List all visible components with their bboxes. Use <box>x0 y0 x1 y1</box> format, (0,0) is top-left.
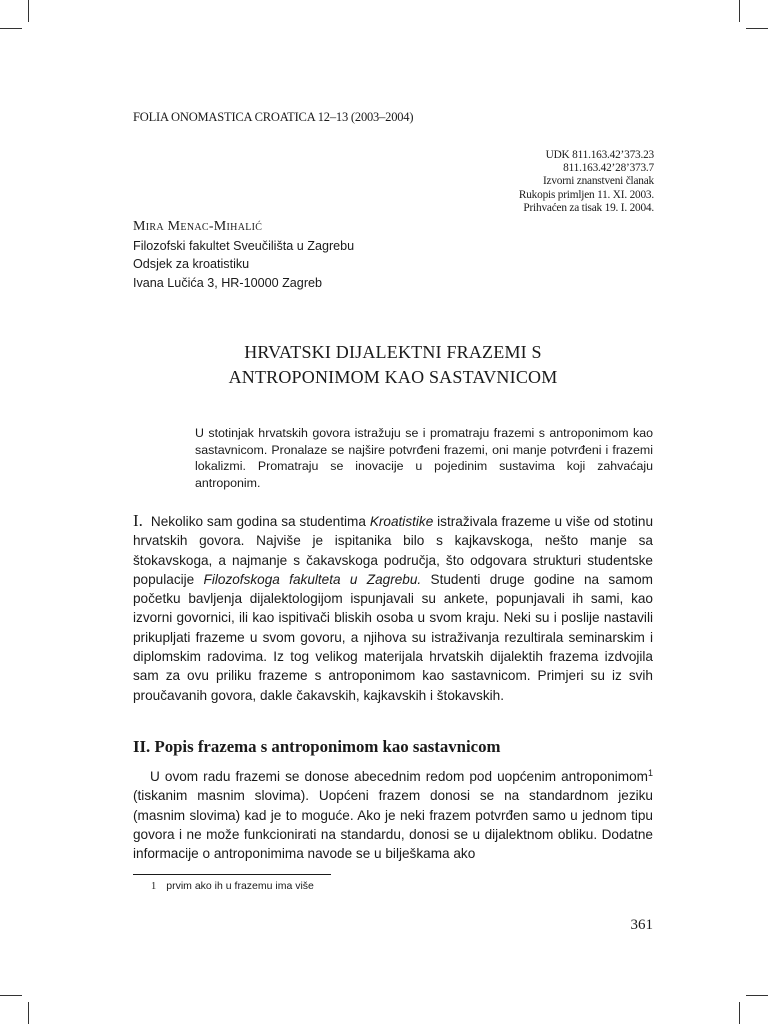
affiliation-line: Filozofski fakultet Sveučilišta u Zagrebu <box>133 238 355 253</box>
emphasis-text: Kroatistike <box>369 514 434 529</box>
footnote <box>151 880 314 892</box>
emphasis-text: Filozofskoga fakulteta u Zagrebu. <box>203 571 422 587</box>
journal-header: FOLIA ONOMASTICA CROATICA 12–13 (2003–2004) <box>133 110 414 124</box>
crop-mark <box>0 995 22 996</box>
section-number: I. <box>133 511 143 530</box>
received-date: Rukopis primljen 11. XI. 2003. <box>518 188 654 201</box>
crop-mark <box>28 1002 29 1024</box>
article-title <box>133 340 653 390</box>
section-2-paragraph <box>133 767 653 863</box>
page-number: 361 <box>630 917 653 933</box>
footnote-reference[interactable]: 1 <box>647 768 653 778</box>
title-line: HRVATSKI DIJALEKTNI FRAZEMI S <box>244 342 542 362</box>
crop-mark <box>746 28 768 29</box>
body-text: istraživala frazeme u više od stotinu hrvatskih govora. Najviše je ispitanika bilo s kajkavskoga, nešto manje sa štokavskoga, a najmanje s čakavskoga područja, što odgovara strukturi studentske populacije <box>133 514 654 587</box>
accepted-date: Prihvaćen za tisak 19. I. 2004. <box>523 201 654 214</box>
footnote-divider <box>133 874 331 875</box>
body-text: U ovom radu frazemi se donose abecednim redom pod uopćenim antroponimom <box>150 769 648 784</box>
body-text: (tiskanim masnim slovima). Uopćeni frazem donosi se na standardnom jeziku (masnim slovima) kad je to moguće. Ako je neki frazem potvrđen samo u jednom tipu govora i ne može funkcionirati na standardu, donosi se u dijalektnom obliku. Dodatne informacije o antroponimima navode se u bilješkama ako <box>133 788 653 862</box>
section-heading: II. Popis frazema s antroponimom kao sastavnicom <box>133 737 501 756</box>
footnote-text: prvim ako ih u frazemu ima više <box>166 880 314 892</box>
article-type: Izvorni znanstveni članak <box>542 175 654 188</box>
affiliation-line: Ivana Lučića 3, HR-10000 Zagreb <box>133 275 323 290</box>
udk-line: 811.163.42’28’373.7 <box>563 162 654 175</box>
section-1-paragraph <box>133 511 653 705</box>
crop-mark <box>746 995 768 996</box>
affiliation-line: Odsjek za kroatistiku <box>133 257 250 271</box>
udk-line: UDK 811.163.42’373.23 <box>545 149 654 161</box>
author-name: Mira Menac-Mihalić <box>133 219 263 234</box>
crop-mark <box>0 28 22 29</box>
crop-mark <box>739 0 740 22</box>
classification-block <box>519 149 654 215</box>
author-block <box>133 218 354 292</box>
abstract: U stotinjak hrvatskih govora istražuju se i promatraju frazemi s antroponimom kao sastavnicom. Pronalaze se najšire potvrđeni frazemi, oni manje potvrđeni i frazemi lokalizmi. Promatraju se inovacije u pojedinim sustavima koji zahvaćaju antroponim. <box>195 426 653 490</box>
crop-mark <box>28 0 29 22</box>
footnote-mark: 1 <box>151 881 157 892</box>
title-line: ANTROPONIMOM KAO SASTAVNICOM <box>228 367 558 387</box>
body-text: Nekoliko sam godina sa studentima <box>150 514 370 529</box>
body-text: Studenti druge godine na samom početku bavljenja dijalektologijom ispunjavali su ankete, popunjavali ih sami, kao izvorni govornici, ili kao ispitivači bliskih osoba u svom kraju. Neki su i poslije nastavili prikupljati frazeme u svom govoru, a njihova su istraživanja rezultirala seminarskim i diplomskim radovima. Iz tog velikog materijala hrvatskih dijalektih frazema izdvojila sam za ovu priliku frazeme s antroponimom kao sastavnicom. Primjeri su iz svih proučavanih govora, dakle čakavskih, kajkavskih i štokavskih. <box>133 571 653 703</box>
crop-mark <box>739 1002 740 1024</box>
